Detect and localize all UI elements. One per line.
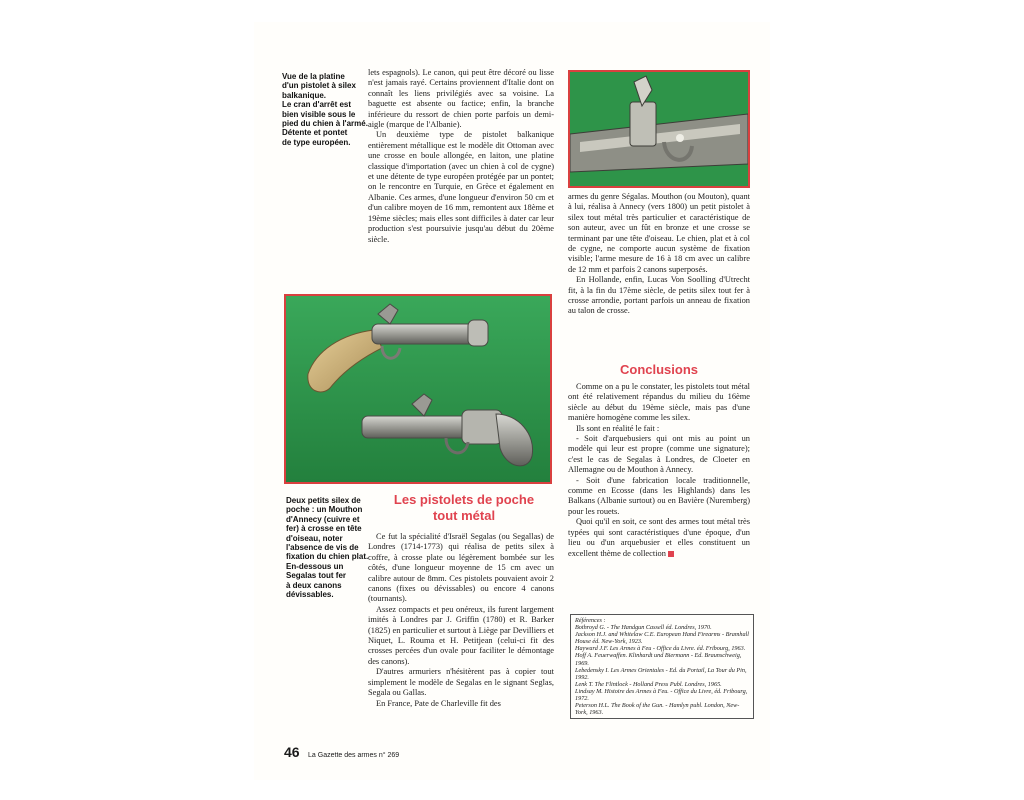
column2-bottom-text: Comme on a pu le constater, les pistolets tout métal ont été relativement répandus du milieu du 16ème siècle au début du 19ème siècle, mais pas d'une manière homogène comme les silex. Ils sont en réalité le fait : - Soit d'arquebusiers qui ont mis au point un modèle qui leur est propre (comme une signature); c'est le cas de Segalas à Londres, de Cloeter en Allemagne ou de Mouthon à Annecy. - Soit d'une fabrication locale traditionnelle, comme en Ecosse (dans les Highlands) dans les Balkans (Albanie surtout) ou en Bavière (Nuremberg) pour les rouets. Quoi qu'il en soit, ce sont des armes tout métal très typées qui sont caractéristiques d'une époque, d'un lieu ou d'un arquebusier et elles constituent un excellent thème de collection <box>568 382 750 558</box>
section-heading-pocket-pistols: Les pistolets de poche tout métal <box>393 492 535 523</box>
lock-illustration <box>570 72 748 186</box>
column1-top-text: lets espagnols). Le canon, qui peut être décoré ou lisse n'est jamais rayé. Certains proviennent d'Italie dont on connaît les liens privilégiés avec sa voisine. La baguette est absente ou factice; enfin, la branche inférieure du ressort de chien porte parfois un demi-aigle (marque de l'Albanie). Un deuxième type de pistolet balkanique entièrement métallique est le modèle dit Ottoman avec une crosse en boule allongée, en laiton, une platine classique d'importation (avec un chien à col de cygne) et une détente de type européen protégée par un pontet; on le rencontre en Turquie, en Grèce et également en Albanie. Ces armes, d'une longueur d'environ 50 cm et d'un calibre moyen de 16 mm, remontent aux 18ème et 19ème siècles; mais elles sont difficiles à dater car leur production s'est poursuivie jusqu'au début du 20ème siècle. <box>368 68 554 244</box>
column2-top-text: armes du genre Ségalas. Mouthon (ou Mouton), quant à lui, réalisa à Annecy (vers 1800) un petit pistolet à silex tout métal très particulier et caractéristique de son auteur, avec un fût en bronze et une crosse se terminant par une tête d'oiseau. Le chien, plat et à col de cygne, ne comporte aucun système de fixation visible; l'arme mesure de 16 à 18 cm avec un calibre de 12 mm et parfois 2 canons superposés. En Hollande, enfin, Lucas Von Soolling d'Utrecht fit, à la fin du 17ème siècle, de petits silex tout fer à crosse arrondie, portant parfois un anneau de fixation au talon de crosse. <box>568 192 750 316</box>
page-number: 46 <box>284 744 300 760</box>
photo-two-pocket-pistols <box>284 294 552 484</box>
column1-bottom-text: Ce fut la spécialité d'Israël Segalas (ou Segallas) de Londres (1714-1773) qui réalisa de petits silex à coffre, à crosse plate ou légèrement bombée sur les côtés, d'une longueur moyenne de 15 cm avec un calibre autour de 8mm. Ces pistolets pouvaient avoir 2 canons (fixes ou dévissables) ou encore 4 canons (tournants). Assez compacts et peu onéreux, ils furent largement imités à Londres par J. Griffin (1780) et R. Barker (1825) en particulier et surtout à Liège par Devilliers et Niquet, L. Rouma et H. Petitjean (celui-ci fit des crosses percées d'un ovale pour faciliter le démontage des canons). D'autres armuriers n'hésitèrent pas à copier tout simplement le modèle de Segalas en le signant Seglas, Segala ou Gallas. En France, Pate de Charleville fit des <box>368 532 554 708</box>
photo-balkan-lock <box>568 70 750 188</box>
pistols-illustration <box>286 296 550 482</box>
references-box: Références : Bothroyd G. - The Handgun Cassell éd. Londres, 1970. Jackson H.J. and Whitelaw C.E. European Hand Firearms - Bramhall House éd. New-York, 1923. Hayward J.F. Les Armes à Feu - Office du Livre. éd. Fribourg, 1963. Hoff A. Feuerwaffen. Klinhardt und Biermann - Ed. Braunschweig, 1969. Lebedensky I. Les Armes Orientales - Ed. du Portail, La Tour du Pin, 1992. Lenk T. The Flintlock - Holland Press Publ. Londres, 1965. Lindsay M. Histoire des Armes à Feu. - Office du Livre, éd. Fribourg, 1972. Peterson H.L. The Book of the Gun. - Hamlyn publ. London, New-York, 1963. <box>570 614 754 719</box>
end-of-article-mark <box>668 551 674 557</box>
magazine-page <box>254 22 770 780</box>
caption-top: Vue de la platine d'un pistolet à silex balkanique. Le cran d'arrêt est bien visible sous le pied du chien à l'armé. Détente et pontet de type européen. <box>282 72 368 147</box>
caption-bottom: Deux petits silex de poche : un Mouthon d'Annecy (cuivre et fer) à crosse en tête d'oiseau, noter l'absence de vis de fixation du chien plat. En-dessous un Segalas tout fer à deux canons dévissables. <box>286 496 369 600</box>
page-footer <box>284 744 399 762</box>
journal-name: La Gazette des armes n° 269 <box>308 752 400 759</box>
section-heading-conclusions: Conclusions <box>619 362 698 377</box>
